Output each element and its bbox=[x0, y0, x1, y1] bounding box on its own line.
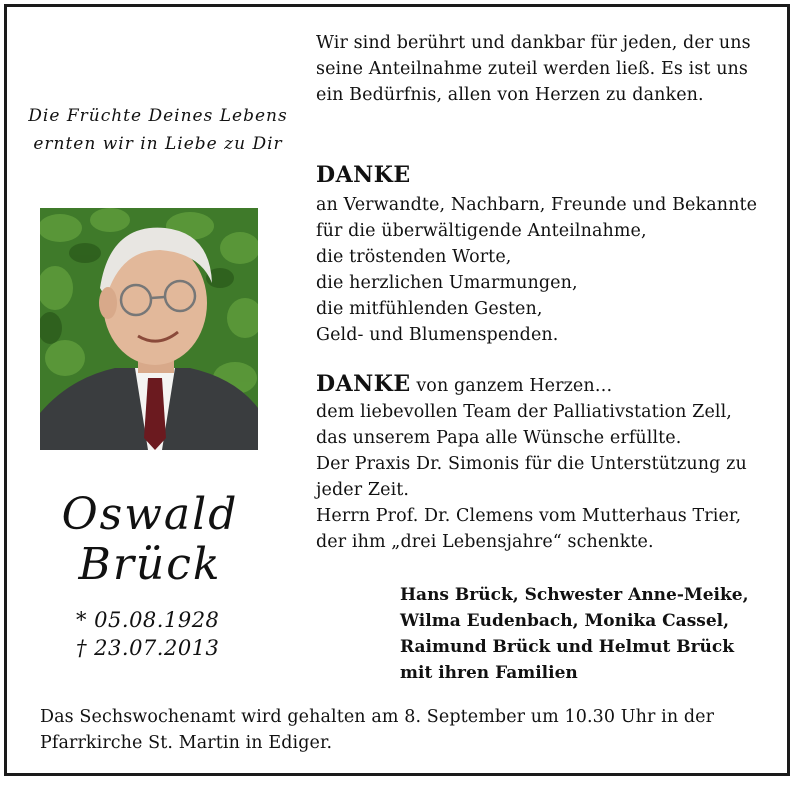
first-name: Oswald bbox=[61, 489, 239, 540]
birth-date: * 05.08.1928 bbox=[76, 608, 220, 632]
signer-line: Hans Brück, Schwester Anne-Meike, bbox=[400, 585, 749, 605]
signer-line: mit ihren Familien bbox=[400, 663, 578, 683]
intro-text bbox=[316, 30, 776, 108]
life-dates bbox=[76, 606, 276, 662]
thanks-line: die herzlichen Umarmungen, bbox=[316, 273, 578, 293]
portrait-photo bbox=[40, 208, 258, 450]
thanks-line: Geld- und Blumenspenden. bbox=[316, 325, 559, 345]
memorial-quote bbox=[18, 102, 298, 158]
thanks-section-1 bbox=[316, 160, 786, 348]
death-date: † 23.07.2013 bbox=[76, 636, 220, 660]
thanks-line: an Verwandte, Nachbarn, Freunde und Bekannte bbox=[316, 195, 758, 215]
thanks-line: der ihm „drei Lebensjahre“ schenkte. bbox=[316, 532, 654, 552]
intro-line: ein Bedürfnis, allen von Herzen zu danken. bbox=[316, 85, 704, 105]
thanks-line: jeder Zeit. bbox=[316, 480, 410, 500]
thanks-line: die tröstenden Worte, bbox=[316, 247, 512, 267]
thanks-heading-line bbox=[316, 371, 786, 399]
last-name: Brück bbox=[78, 539, 222, 590]
service-announcement bbox=[40, 704, 780, 756]
intro-line: Wir sind berührt und dankbar für jeden, der uns bbox=[316, 33, 751, 53]
thanks-line: für die überwältigende Anteilnahme, bbox=[316, 221, 647, 241]
thanks-line: das unserem Papa alle Wünsche erfüllte. bbox=[316, 428, 682, 448]
signers-block bbox=[400, 582, 780, 686]
quote-line: Die Früchte Deines Lebens bbox=[28, 106, 288, 126]
portrait-illustration bbox=[40, 208, 258, 450]
thanks-line: die mitfühlenden Gesten, bbox=[316, 299, 543, 319]
thanks-heading: DANKE bbox=[316, 371, 411, 397]
thanks-section-2 bbox=[316, 371, 786, 555]
thanks-heading-suffix: von ganzem Herzen… bbox=[410, 376, 613, 396]
footer-line: Pfarrkirche St. Martin in Ediger. bbox=[40, 733, 333, 753]
thanks-line: dem liebevollen Team der Palliativstation Zell, bbox=[316, 402, 732, 422]
signer-line: Raimund Brück und Helmut Brück bbox=[400, 637, 735, 657]
thanks-heading: DANKE bbox=[316, 162, 411, 188]
intro-line: seine Anteilnahme zuteil werden ließ. Es ist uns bbox=[316, 59, 749, 79]
deceased-name bbox=[40, 490, 260, 590]
signer-line: Wilma Eudenbach, Monika Cassel, bbox=[400, 611, 730, 631]
footer-line: Das Sechswochenamt wird gehalten am 8. September um 10.30 Uhr in der bbox=[40, 707, 715, 727]
quote-line: ernten wir in Liebe zu Dir bbox=[33, 134, 283, 154]
thanks-line: Der Praxis Dr. Simonis für die Unterstützung zu bbox=[316, 454, 747, 474]
thanks-line: Herrn Prof. Dr. Clemens vom Mutterhaus Trier, bbox=[316, 506, 742, 526]
